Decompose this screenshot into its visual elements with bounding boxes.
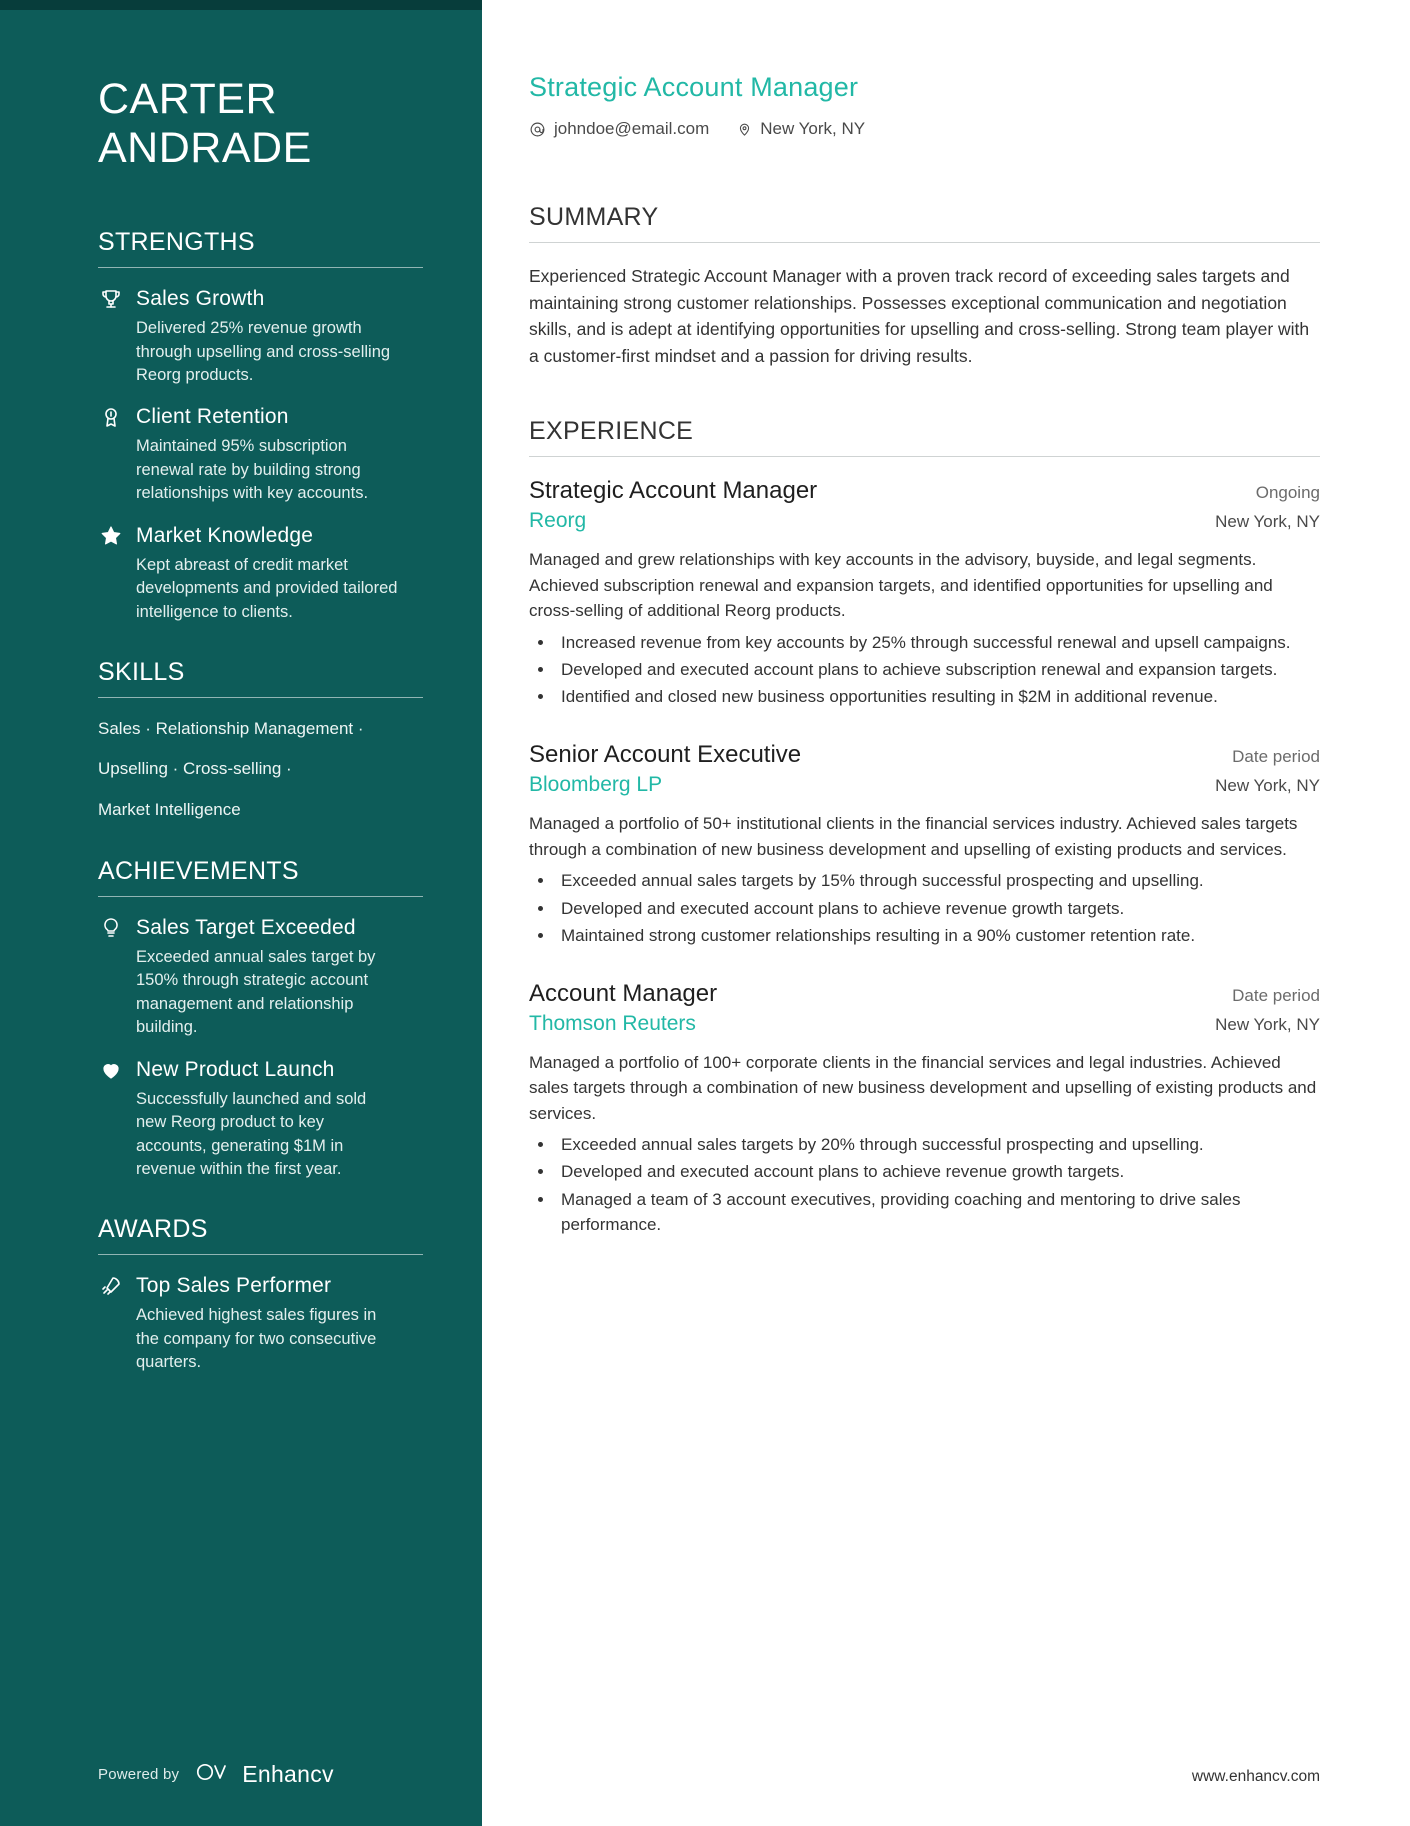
- job-title: Strategic Account Manager: [529, 477, 818, 505]
- strength-desc: Delivered 25% revenue growth through upselling and cross-selling Reorg products.: [136, 319, 391, 384]
- job-bullet: • Exceeded annual sales targets by 20% through successful prospecting and upselling.: [555, 1132, 1320, 1157]
- contact-location: [737, 119, 865, 139]
- achievement-desc: Exceeded annual sales target by 150% through strategic account management and relationship building.: [136, 947, 376, 1037]
- job-title: Senior Account Executive: [529, 741, 802, 769]
- experience-item: [529, 741, 1320, 947]
- brand-logo: [195, 1761, 334, 1788]
- strength-item: [98, 286, 410, 387]
- job-bullet: • Increased revenue from key accounts by 25% through successful renewal and upsell campaigns.: [555, 630, 1320, 655]
- job-description: Managed and grew relationships with key accounts in the advisory, buyside, and legal segments. Achieved subscription renewal and expansion targets, and identified opportunities for upselling and cross-selling of additional Reorg products.: [529, 550, 1273, 621]
- rocket-icon: [98, 1273, 124, 1299]
- strength-item: [98, 523, 410, 624]
- sidebar: [0, 0, 482, 1826]
- skills-line: Upselling · Cross-selling ·: [98, 759, 292, 779]
- email-text: johndoe@email.com: [554, 119, 710, 138]
- location-text: New York, NY: [760, 119, 866, 138]
- strength-title: Client Retention: [136, 405, 289, 429]
- achievement-desc: Successfully launched and sold new Reorg product to key accounts, generating $1M in revenue within the first year.: [136, 1089, 367, 1178]
- strength-item: [98, 404, 410, 505]
- divider: [529, 456, 1320, 457]
- award-title: Top Sales Performer: [136, 1274, 332, 1298]
- section-heading-strengths: STRENGTHS: [98, 228, 255, 257]
- heart-icon: [98, 1057, 124, 1083]
- job-bullet: • Managed a team of 3 account executives, providing coaching and mentoring to drive sales performance.: [555, 1187, 1320, 1237]
- contact-row: [529, 119, 1320, 139]
- job-location: New York, NY: [1215, 512, 1320, 532]
- job-bullet: • Exceeded annual sales targets by 15% through successful prospecting and upselling.: [555, 868, 1320, 893]
- enhancv-logo-icon: [195, 1761, 233, 1788]
- strength-title: Sales Growth: [136, 287, 265, 311]
- strength-desc: Maintained 95% subscription renewal rate by building strong relationships with key accounts.: [136, 437, 369, 503]
- divider: [98, 267, 423, 268]
- section-heading-summary: SUMMARY: [529, 203, 659, 231]
- lightbulb-icon: [98, 915, 124, 941]
- section-skills: [98, 658, 410, 823]
- job-bullets: [529, 1132, 1320, 1237]
- job-bullet: • Identified and closed new business opportunities resulting in $2M in additional revenue.: [555, 684, 1320, 709]
- job-description: Managed a portfolio of 100+ corporate clients in the financial services and legal industries. Achieved sales targets through a combination of new business development and upselling of existing products and services.: [529, 1052, 1317, 1123]
- experience-item: [529, 477, 1320, 709]
- section-heading-awards: AWARDS: [98, 1215, 208, 1244]
- skills-line: Sales · Relationship Management ·: [98, 718, 364, 738]
- experience-item: [529, 980, 1320, 1237]
- job-bullets: [529, 868, 1320, 947]
- trophy-icon: [98, 286, 124, 312]
- section-heading-experience: EXPERIENCE: [529, 417, 694, 446]
- section-achievements: [98, 857, 410, 1181]
- achievement-item: [98, 1057, 410, 1182]
- job-title: Account Manager: [529, 979, 718, 1007]
- strength-title: Market Knowledge: [136, 523, 314, 547]
- job-description: Managed a portfolio of 50+ institutional clients in the financial services industry. Achieved sales targets through a combination of new business development and upselling of existing products and services.: [529, 814, 1298, 859]
- job-bullet: • Maintained strong customer relationships resulting in a 90% customer retention rate.: [555, 923, 1320, 948]
- job-bullet: • Developed and executed account plans to achieve subscription renewal and expansion targets.: [555, 657, 1320, 682]
- skills-line: Market Intelligence: [98, 799, 241, 819]
- job-company: Bloomberg LP: [529, 773, 663, 797]
- divider: [98, 1254, 423, 1255]
- job-date: Ongoing: [1255, 483, 1320, 503]
- brand-name: Enhancv: [242, 1761, 334, 1787]
- divider: [98, 896, 423, 897]
- job-bullet: • Developed and executed account plans to achieve revenue growth targets.: [555, 1159, 1320, 1184]
- job-location: New York, NY: [1215, 1014, 1320, 1034]
- divider: [529, 242, 1320, 243]
- summary-text: Experienced Strategic Account Manager with a proven track record of exceeding sales targets and maintaining strong customer relationships. Possesses exceptional communication and negotiation skills, and is adept at identifying opportunities for upselling and cross-selling. Strong team player with a customer-first mindset and a passion for driving results.: [529, 266, 1310, 366]
- job-company: Reorg: [529, 509, 587, 533]
- award-badge-icon: [98, 404, 124, 430]
- job-bullet: • Developed and executed account plans to achieve revenue growth targets.: [555, 896, 1320, 921]
- award-desc: Achieved highest sales figures in the company for two consecutive quarters.: [136, 1306, 377, 1372]
- section-experience: [529, 417, 1320, 1237]
- achievement-title: New Product Launch: [136, 1057, 335, 1081]
- section-heading-achievements: ACHIEVEMENTS: [98, 856, 299, 885]
- star-icon: [98, 523, 124, 549]
- job-company: Thomson Reuters: [529, 1011, 696, 1035]
- headline-role: Strategic Account Manager: [529, 72, 859, 102]
- job-bullets: [529, 630, 1320, 709]
- job-date: Date period: [1232, 985, 1320, 1005]
- job-date: Date period: [1232, 747, 1320, 767]
- powered-by-label: Powered by: [98, 1766, 180, 1783]
- powered-by-footer: [98, 1761, 334, 1788]
- award-item: [98, 1273, 410, 1374]
- section-awards: [98, 1215, 410, 1374]
- website-url[interactable]: www.enhancv.com: [1191, 1768, 1320, 1785]
- section-summary: [529, 203, 1320, 369]
- email-icon: [529, 121, 546, 138]
- section-heading-skills: SKILLS: [98, 657, 185, 686]
- divider: [98, 697, 423, 698]
- location-pin-icon: [737, 121, 752, 138]
- achievement-item: [98, 915, 410, 1040]
- section-strengths: [98, 228, 410, 624]
- achievement-title: Sales Target Exceeded: [136, 915, 356, 939]
- job-location: New York, NY: [1215, 776, 1320, 796]
- strength-desc: Kept abreast of credit market developments and provided tailored intelligence to clients.: [136, 555, 398, 621]
- main-content: [482, 0, 1410, 1826]
- sidebar-top-accent-bar: [0, 0, 482, 10]
- candidate-name: CARTER ANDRADE: [98, 75, 312, 172]
- contact-email[interactable]: [529, 119, 709, 139]
